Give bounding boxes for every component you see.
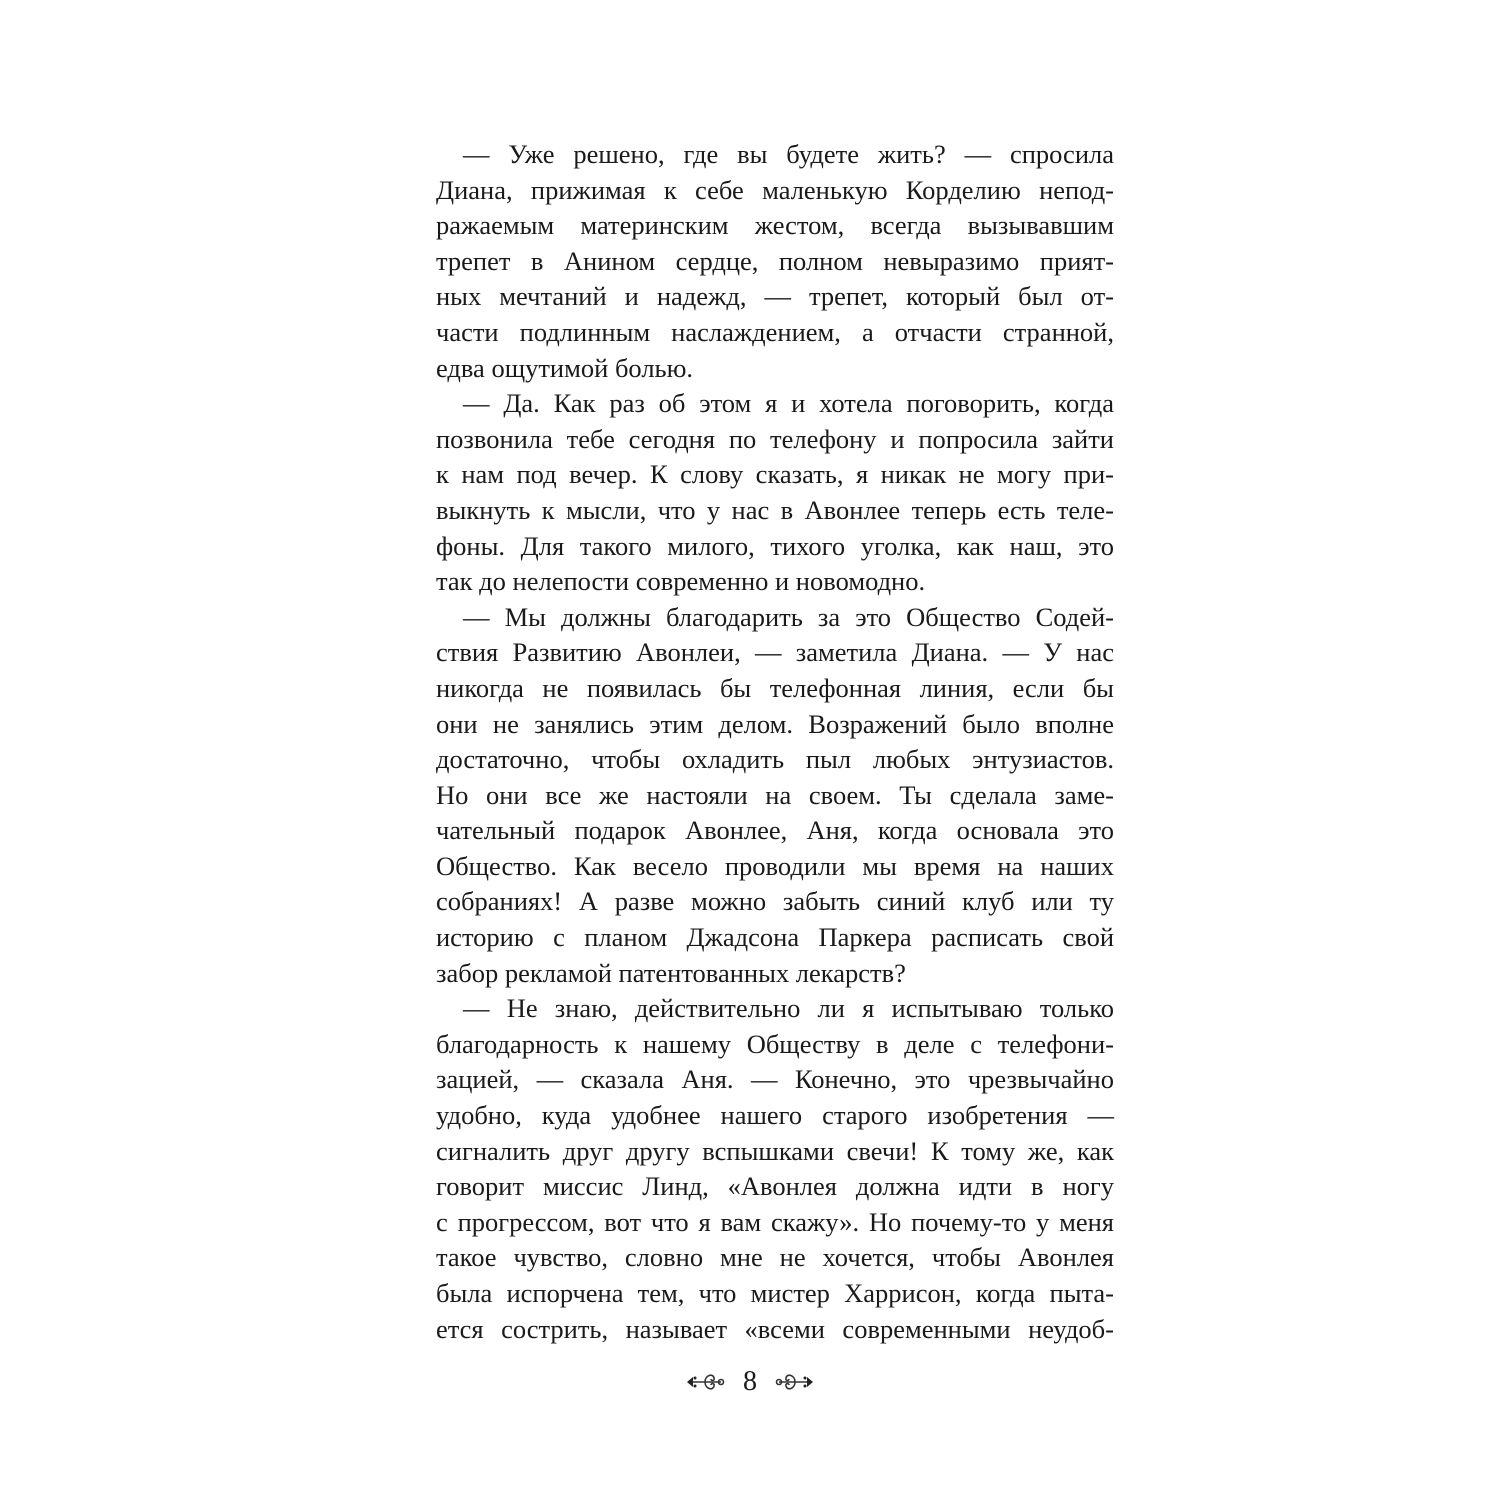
text-line: с прогрессом, вот что я вам скажу». Но почему-то у меня xyxy=(436,1206,1114,1237)
text-line: — Мы должны благодарить за это Общество Содей- xyxy=(463,601,1114,632)
text-line: выкнуть к мысли, что у нас в Авонлее теперь есть теле- xyxy=(436,494,1114,525)
text-line: части подлинным наслаждением, а отчасти странной, xyxy=(436,316,1114,347)
text-line: — Не знаю, действительно ли я испытываю только xyxy=(463,993,1114,1024)
text-line: трепет в Анином сердце, полном невыразимо прият- xyxy=(436,245,1114,276)
paragraph xyxy=(436,600,1114,992)
text-line: удобно, куда удобнее нашего старого изобретения — xyxy=(436,1100,1114,1131)
text-line: ных мечтаний и надежд, — трепет, который был от- xyxy=(436,281,1114,312)
body-text xyxy=(436,137,1114,1347)
text-line: так до нелепости современно и новомодно. xyxy=(436,566,926,597)
flourish-ornament-left-icon xyxy=(685,1369,727,1395)
text-line: — Уже решено, где вы будете жить? — спросила xyxy=(463,139,1114,169)
text-line: такое чувство, словно мне не хочется, чтобы Авонлея xyxy=(436,1242,1114,1273)
text-line: благодарность к нашему Обществу в деле с телефони- xyxy=(436,1028,1114,1059)
text-line: никогда не появилась бы телефонная линия, если бы xyxy=(436,672,1114,703)
text-line: они не занялись этим делом. Возражений было вполне xyxy=(436,708,1114,739)
text-line: фоны. Для такого милого, тихого уголка, как наш, это xyxy=(436,530,1114,561)
text-line: Но они все же настояли на своем. Ты сделала заме- xyxy=(436,779,1114,810)
text-line: зацией, — сказала Аня. — Конечно, это чрезвычайно xyxy=(436,1064,1114,1095)
text-line: была испорчена тем, что мистер Харрисон, когда пыта- xyxy=(436,1278,1114,1308)
text-line: ствия Развитию Авонлеи, — заметила Диана. — У нас xyxy=(436,637,1114,668)
text-line: чательный подарок Авонлее, Аня, когда основала это xyxy=(436,815,1114,846)
text-line: ется сострить, называет «всеми современными неудоб- xyxy=(436,1313,1114,1344)
text-line: говорит миссис Линд, «Авонлея должна идти в ногу xyxy=(436,1171,1114,1202)
text-line: собраниях! А разве можно забыть синий клуб или ту xyxy=(436,886,1114,917)
paragraph xyxy=(436,386,1114,600)
text-line: достаточно, чтобы охладить пыл любых энтузиастов. xyxy=(436,744,1114,775)
text-line: Диана, прижимая к себе маленькую Корделию непод- xyxy=(436,174,1114,205)
text-line: Общество. Как весело проводили мы время на наших xyxy=(436,850,1114,881)
page-number: 8 xyxy=(743,1366,757,1397)
text-line: едва ощутимой болью. xyxy=(436,352,694,383)
text-line: позвонила тебе сегодня по телефону и попросила зайти xyxy=(436,423,1114,454)
text-line: ражаемым материнским жестом, всегда вызывавшим xyxy=(436,210,1114,241)
paragraph xyxy=(436,991,1114,1347)
page-footer xyxy=(0,1366,1500,1398)
text-line: — Да. Как раз об этом я и хотела поговорить, когда xyxy=(463,388,1114,419)
text-line: сигналить друг другу вспышками свечи! К тому же, как xyxy=(436,1135,1114,1166)
text-line: к нам под вечер. К слову сказать, я никак не могу при- xyxy=(436,459,1114,490)
paragraph xyxy=(436,137,1114,386)
flourish-ornament-right-icon xyxy=(773,1369,815,1395)
text-line: историю с планом Джадсона Паркера расписать свой xyxy=(436,922,1114,953)
text-line: забор рекламой патентованных лекарств? xyxy=(436,957,906,988)
